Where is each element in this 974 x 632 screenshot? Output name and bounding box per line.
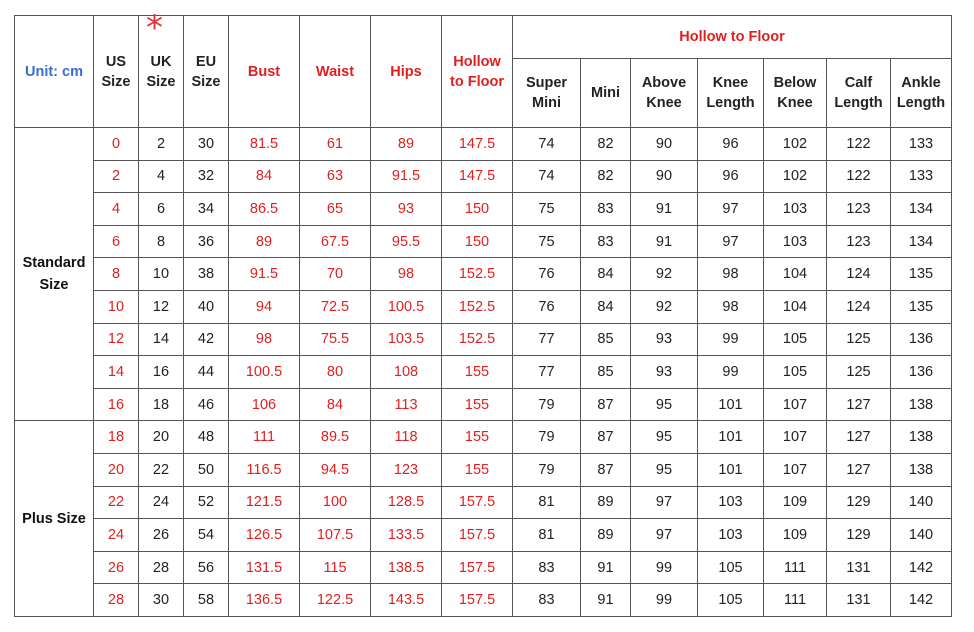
table-cell: 116.5 xyxy=(229,453,300,486)
table-row xyxy=(15,290,952,323)
table-row xyxy=(15,160,952,193)
group-label: Plus Size xyxy=(15,421,94,617)
table-cell: 109 xyxy=(764,486,827,519)
table-cell: 84 xyxy=(581,290,631,323)
table-cell: 98 xyxy=(371,258,442,291)
table-cell: 70 xyxy=(300,258,371,291)
table-cell: 131.5 xyxy=(229,551,300,584)
table-cell: 107.5 xyxy=(300,519,371,552)
table-cell: 22 xyxy=(94,486,139,519)
table-cell: 100.5 xyxy=(229,356,300,389)
table-cell: 24 xyxy=(94,519,139,552)
table-cell: 133 xyxy=(891,128,952,161)
subcol-ankle-length: Ankle Length xyxy=(891,59,952,128)
table-cell: 133.5 xyxy=(371,519,442,552)
table-cell: 147.5 xyxy=(442,128,513,161)
table-cell: 79 xyxy=(513,421,581,454)
table-cell: 129 xyxy=(827,486,891,519)
table-cell: 105 xyxy=(698,551,764,584)
table-cell: 89 xyxy=(371,128,442,161)
table-cell: 86.5 xyxy=(229,193,300,226)
table-cell: 150 xyxy=(442,225,513,258)
table-cell: 103 xyxy=(764,225,827,258)
table-cell: 72.5 xyxy=(300,290,371,323)
table-cell: 56 xyxy=(184,551,229,584)
table-cell: 123 xyxy=(827,225,891,258)
table-cell: 97 xyxy=(698,193,764,226)
table-cell: 98 xyxy=(698,290,764,323)
table-cell: 150 xyxy=(442,193,513,226)
table-cell: 10 xyxy=(139,258,184,291)
table-cell: 91 xyxy=(581,584,631,617)
table-cell: 82 xyxy=(581,128,631,161)
table-cell: 104 xyxy=(764,290,827,323)
table-cell: 89 xyxy=(229,225,300,258)
table-cell: 94 xyxy=(229,290,300,323)
table-cell: 28 xyxy=(94,584,139,617)
table-row xyxy=(15,453,952,486)
table-cell: 107 xyxy=(764,453,827,486)
table-cell: 99 xyxy=(631,551,698,584)
table-cell: 152.5 xyxy=(442,290,513,323)
table-cell: 14 xyxy=(94,356,139,389)
table-row xyxy=(15,193,952,226)
table-cell: 122 xyxy=(827,128,891,161)
table-cell: 136 xyxy=(891,323,952,356)
table-cell: 155 xyxy=(442,421,513,454)
table-cell: 77 xyxy=(513,356,581,389)
table-cell: 95 xyxy=(631,453,698,486)
table-cell: 102 xyxy=(764,128,827,161)
subcol-super-mini: Super Mini xyxy=(513,59,581,128)
col-bust: Bust xyxy=(229,16,300,128)
table-cell: 136.5 xyxy=(229,584,300,617)
subcol-knee-length: Knee Length xyxy=(698,59,764,128)
table-cell: 61 xyxy=(300,128,371,161)
subcol-calf-length: Calf Length xyxy=(827,59,891,128)
table-cell: 48 xyxy=(184,421,229,454)
table-row xyxy=(15,421,952,454)
table-cell: 44 xyxy=(184,356,229,389)
table-cell: 115 xyxy=(300,551,371,584)
table-row xyxy=(15,356,952,389)
subcol-above-knee: Above Knee xyxy=(631,59,698,128)
table-row xyxy=(15,128,952,161)
table-cell: 83 xyxy=(581,193,631,226)
table-cell: 89 xyxy=(581,519,631,552)
table-cell: 129 xyxy=(827,519,891,552)
table-cell: 135 xyxy=(891,258,952,291)
table-cell: 105 xyxy=(764,323,827,356)
table-cell: 83 xyxy=(581,225,631,258)
table-cell: 95.5 xyxy=(371,225,442,258)
table-cell: 100.5 xyxy=(371,290,442,323)
table-cell: 52 xyxy=(184,486,229,519)
table-cell: 30 xyxy=(184,128,229,161)
table-cell: 104 xyxy=(764,258,827,291)
table-cell: 103 xyxy=(764,193,827,226)
table-row xyxy=(15,519,952,552)
table-cell: 136 xyxy=(891,356,952,389)
table-cell: 135 xyxy=(891,290,952,323)
table-cell: 113 xyxy=(371,388,442,421)
table-cell: 75 xyxy=(513,193,581,226)
col-eu-size: EU Size xyxy=(184,16,229,128)
table-cell: 83 xyxy=(513,584,581,617)
table-cell: 99 xyxy=(631,584,698,617)
table-cell: 111 xyxy=(229,421,300,454)
table-cell: 97 xyxy=(698,225,764,258)
table-cell: 138 xyxy=(891,388,952,421)
table-cell: 20 xyxy=(139,421,184,454)
table-cell: 84 xyxy=(581,258,631,291)
table-cell: 155 xyxy=(442,388,513,421)
table-cell: 93 xyxy=(371,193,442,226)
table-cell: 79 xyxy=(513,453,581,486)
table-cell: 143.5 xyxy=(371,584,442,617)
table-cell: 42 xyxy=(184,323,229,356)
size-chart xyxy=(14,8,952,617)
table-cell: 14 xyxy=(139,323,184,356)
table-row xyxy=(15,388,952,421)
table-cell: 103.5 xyxy=(371,323,442,356)
col-us-size: US Size xyxy=(94,16,139,128)
table-cell: 111 xyxy=(764,584,827,617)
table-cell: 10 xyxy=(94,290,139,323)
table-cell: 2 xyxy=(139,128,184,161)
table-cell: 101 xyxy=(698,388,764,421)
table-cell: 125 xyxy=(827,323,891,356)
table-cell: 99 xyxy=(698,356,764,389)
table-cell: 90 xyxy=(631,160,698,193)
table-cell: 127 xyxy=(827,453,891,486)
asterisk-marker: * xyxy=(146,8,163,48)
table-cell: 87 xyxy=(581,453,631,486)
table-cell: 16 xyxy=(94,388,139,421)
table-cell: 30 xyxy=(139,584,184,617)
table-cell: 127 xyxy=(827,421,891,454)
table-cell: 140 xyxy=(891,486,952,519)
table-cell: 102 xyxy=(764,160,827,193)
table-cell: 95 xyxy=(631,421,698,454)
table-cell: 93 xyxy=(631,356,698,389)
table-cell: 157.5 xyxy=(442,584,513,617)
table-cell: 89 xyxy=(581,486,631,519)
table-cell: 95 xyxy=(631,388,698,421)
table-cell: 138 xyxy=(891,453,952,486)
table-cell: 65 xyxy=(300,193,371,226)
table-cell: 50 xyxy=(184,453,229,486)
table-cell: 118 xyxy=(371,421,442,454)
size-chart-body xyxy=(15,128,952,617)
col-hollow-to-floor: Hollow to Floor xyxy=(442,16,513,128)
table-cell: 138.5 xyxy=(371,551,442,584)
table-cell: 6 xyxy=(139,193,184,226)
table-cell: 124 xyxy=(827,290,891,323)
table-cell: 20 xyxy=(94,453,139,486)
table-cell: 18 xyxy=(139,388,184,421)
table-cell: 4 xyxy=(94,193,139,226)
col-waist: Waist xyxy=(300,16,371,128)
table-cell: 0 xyxy=(94,128,139,161)
table-cell: 87 xyxy=(581,388,631,421)
table-cell: 142 xyxy=(891,551,952,584)
table-cell: 75.5 xyxy=(300,323,371,356)
table-cell: 131 xyxy=(827,551,891,584)
table-cell: 81.5 xyxy=(229,128,300,161)
table-cell: 81 xyxy=(513,486,581,519)
table-cell: 128.5 xyxy=(371,486,442,519)
table-cell: 8 xyxy=(139,225,184,258)
table-cell: 24 xyxy=(139,486,184,519)
table-cell: 74 xyxy=(513,160,581,193)
table-row xyxy=(15,584,952,617)
table-cell: 107 xyxy=(764,421,827,454)
table-cell: 54 xyxy=(184,519,229,552)
table-cell: 8 xyxy=(94,258,139,291)
table-cell: 134 xyxy=(891,193,952,226)
table-cell: 134 xyxy=(891,225,952,258)
table-cell: 12 xyxy=(139,290,184,323)
table-cell: 106 xyxy=(229,388,300,421)
table-cell: 108 xyxy=(371,356,442,389)
table-cell: 101 xyxy=(698,421,764,454)
table-cell: 121.5 xyxy=(229,486,300,519)
table-cell: 40 xyxy=(184,290,229,323)
table-cell: 91.5 xyxy=(371,160,442,193)
table-cell: 96 xyxy=(698,160,764,193)
table-cell: 12 xyxy=(94,323,139,356)
table-row xyxy=(15,225,952,258)
table-cell: 152.5 xyxy=(442,258,513,291)
table-cell: 109 xyxy=(764,519,827,552)
table-cell: 127 xyxy=(827,388,891,421)
table-cell: 96 xyxy=(698,128,764,161)
table-cell: 34 xyxy=(184,193,229,226)
table-cell: 97 xyxy=(631,519,698,552)
table-cell: 79 xyxy=(513,388,581,421)
table-cell: 157.5 xyxy=(442,551,513,584)
table-cell: 97 xyxy=(631,486,698,519)
table-cell: 131 xyxy=(827,584,891,617)
table-cell: 111 xyxy=(764,551,827,584)
table-cell: 138 xyxy=(891,421,952,454)
unit-label: Unit: cm xyxy=(15,16,94,128)
table-cell: 4 xyxy=(139,160,184,193)
table-row xyxy=(15,323,952,356)
table-cell: 103 xyxy=(698,519,764,552)
table-cell: 155 xyxy=(442,356,513,389)
table-cell: 152.5 xyxy=(442,323,513,356)
table-cell: 28 xyxy=(139,551,184,584)
table-cell: 36 xyxy=(184,225,229,258)
col-uk-size: UK Size xyxy=(139,16,184,128)
table-cell: 85 xyxy=(581,356,631,389)
table-cell: 26 xyxy=(139,519,184,552)
table-cell: 140 xyxy=(891,519,952,552)
table-cell: 46 xyxy=(184,388,229,421)
table-cell: 81 xyxy=(513,519,581,552)
table-cell: 2 xyxy=(94,160,139,193)
table-cell: 91.5 xyxy=(229,258,300,291)
table-cell: 122 xyxy=(827,160,891,193)
table-cell: 99 xyxy=(698,323,764,356)
table-cell: 92 xyxy=(631,290,698,323)
size-chart-table xyxy=(14,15,952,617)
subcol-below-knee: Below Knee xyxy=(764,59,827,128)
table-cell: 82 xyxy=(581,160,631,193)
col-hips: Hips xyxy=(371,16,442,128)
table-cell: 85 xyxy=(581,323,631,356)
table-cell: 90 xyxy=(631,128,698,161)
table-cell: 98 xyxy=(698,258,764,291)
table-cell: 16 xyxy=(139,356,184,389)
table-cell: 67.5 xyxy=(300,225,371,258)
table-cell: 125 xyxy=(827,356,891,389)
table-cell: 74 xyxy=(513,128,581,161)
table-cell: 76 xyxy=(513,258,581,291)
group-hollow-to-floor: Hollow to Floor xyxy=(513,16,952,59)
table-cell: 91 xyxy=(581,551,631,584)
table-cell: 18 xyxy=(94,421,139,454)
table-cell: 123 xyxy=(371,453,442,486)
table-cell: 157.5 xyxy=(442,486,513,519)
table-cell: 91 xyxy=(631,225,698,258)
table-row xyxy=(15,551,952,584)
table-cell: 93 xyxy=(631,323,698,356)
table-cell: 6 xyxy=(94,225,139,258)
table-cell: 155 xyxy=(442,453,513,486)
table-cell: 94.5 xyxy=(300,453,371,486)
subcol-mini: Mini xyxy=(581,59,631,128)
table-cell: 89.5 xyxy=(300,421,371,454)
table-cell: 123 xyxy=(827,193,891,226)
table-cell: 76 xyxy=(513,290,581,323)
table-cell: 126.5 xyxy=(229,519,300,552)
table-cell: 38 xyxy=(184,258,229,291)
table-row xyxy=(15,258,952,291)
table-cell: 105 xyxy=(764,356,827,389)
table-cell: 122.5 xyxy=(300,584,371,617)
table-cell: 147.5 xyxy=(442,160,513,193)
table-cell: 80 xyxy=(300,356,371,389)
group-label: Standard Size xyxy=(15,128,94,421)
table-cell: 107 xyxy=(764,388,827,421)
table-cell: 105 xyxy=(698,584,764,617)
table-cell: 100 xyxy=(300,486,371,519)
table-cell: 157.5 xyxy=(442,519,513,552)
table-row xyxy=(15,486,952,519)
table-cell: 77 xyxy=(513,323,581,356)
table-cell: 32 xyxy=(184,160,229,193)
table-cell: 98 xyxy=(229,323,300,356)
table-cell: 92 xyxy=(631,258,698,291)
table-cell: 63 xyxy=(300,160,371,193)
table-cell: 103 xyxy=(698,486,764,519)
table-cell: 101 xyxy=(698,453,764,486)
table-cell: 26 xyxy=(94,551,139,584)
table-cell: 58 xyxy=(184,584,229,617)
table-cell: 83 xyxy=(513,551,581,584)
table-cell: 142 xyxy=(891,584,952,617)
table-cell: 22 xyxy=(139,453,184,486)
table-cell: 124 xyxy=(827,258,891,291)
table-cell: 84 xyxy=(300,388,371,421)
table-cell: 91 xyxy=(631,193,698,226)
table-cell: 84 xyxy=(229,160,300,193)
table-cell: 87 xyxy=(581,421,631,454)
table-cell: 133 xyxy=(891,160,952,193)
table-cell: 75 xyxy=(513,225,581,258)
